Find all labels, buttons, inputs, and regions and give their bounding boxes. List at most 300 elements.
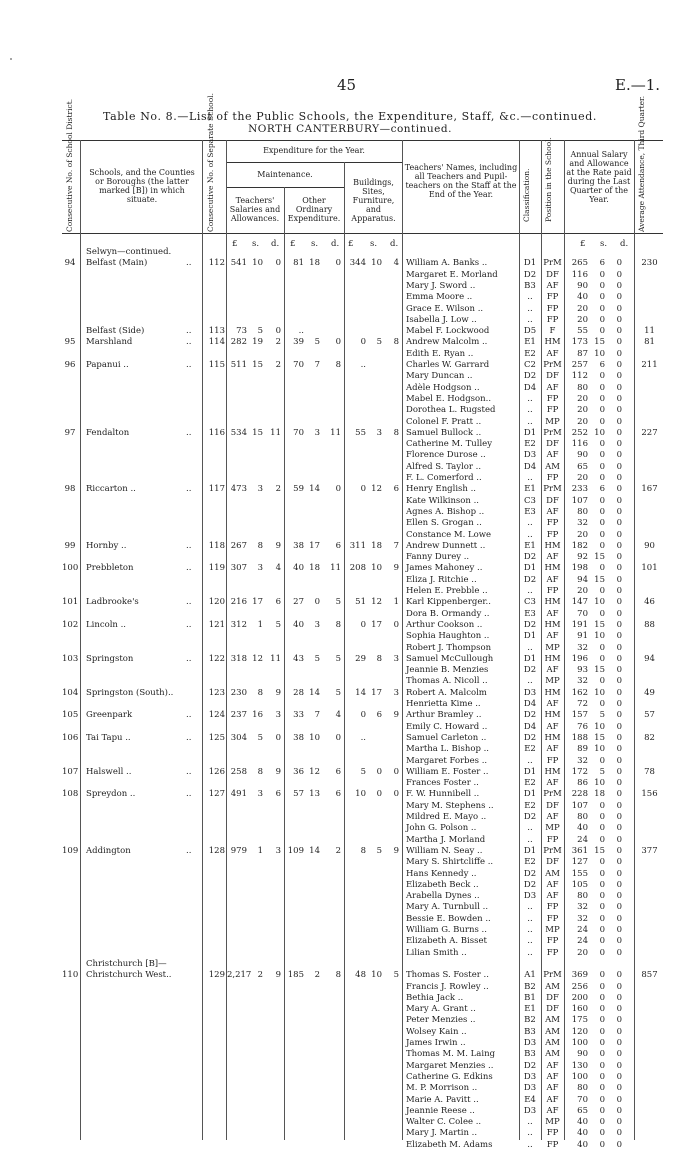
classification: D1 bbox=[523, 766, 537, 777]
position: F bbox=[549, 326, 556, 337]
annual-salary-shillings: 5 bbox=[599, 766, 605, 777]
position: AM bbox=[545, 1026, 560, 1037]
position: MP bbox=[545, 1117, 560, 1128]
teachers-salaries-pounds: 2,217 bbox=[227, 970, 252, 981]
classification: D3 bbox=[523, 450, 537, 461]
position: AF bbox=[546, 1083, 559, 1094]
annual-salary-pounds: 24 bbox=[577, 834, 588, 845]
school-number: 120 bbox=[208, 597, 225, 608]
position: AF bbox=[546, 552, 559, 563]
district-number: 99 bbox=[64, 540, 76, 551]
teacher-name: John G. Polson .. bbox=[406, 823, 477, 834]
teachers-salaries-pence: 2 bbox=[275, 360, 281, 370]
annual-salary-pounds: 40 bbox=[577, 1128, 588, 1139]
unit-pound: £ bbox=[580, 239, 586, 249]
annual-salary-pounds: 93 bbox=[577, 665, 588, 676]
annual-salary-pence: 0 bbox=[616, 925, 622, 935]
teacher-name: Thomas A. Nicoll .. bbox=[406, 676, 488, 687]
district-number: 109 bbox=[62, 845, 79, 856]
annual-salary-pence: 0 bbox=[616, 970, 622, 981]
buildings-expenditure-pence: 7 bbox=[393, 540, 399, 551]
teacher-name: Hans Kennedy .. bbox=[406, 868, 477, 879]
other-expenditure-shillings: 3 bbox=[314, 427, 320, 438]
average-attendance: 82 bbox=[644, 732, 655, 743]
average-attendance: 81 bbox=[644, 337, 655, 348]
other-expenditure-pence: 11 bbox=[330, 563, 341, 574]
school-name: Belfast (Main) bbox=[86, 258, 148, 269]
position: DF bbox=[546, 495, 559, 506]
classification: D2 bbox=[523, 269, 537, 280]
scan-speck bbox=[10, 58, 12, 60]
annual-salary-pounds: 157 bbox=[571, 710, 588, 721]
other-expenditure-pence: 4 bbox=[335, 710, 341, 721]
buildings-expenditure-shillings: 18 bbox=[371, 540, 382, 551]
buildings-expenditure-pounds: 48 bbox=[355, 970, 366, 981]
other-expenditure-shillings: 0 bbox=[314, 597, 320, 608]
teacher-name: Martha L. Bishop .. bbox=[406, 744, 490, 755]
annual-salary-shillings: 0 bbox=[599, 653, 605, 664]
annual-salary-pence: 0 bbox=[616, 721, 622, 732]
annual-salary-pence: 0 bbox=[616, 642, 622, 653]
classification: C3 bbox=[524, 597, 536, 608]
position: HM bbox=[544, 710, 561, 721]
unit-pence: d. bbox=[390, 239, 399, 249]
classification: B3 bbox=[524, 1026, 536, 1037]
classification: .. bbox=[527, 913, 533, 924]
annual-salary-pounds: 162 bbox=[571, 687, 588, 698]
teachers-salaries-pounds: 534 bbox=[230, 427, 247, 438]
annual-salary-pence: 0 bbox=[616, 868, 622, 879]
average-attendance: 167 bbox=[641, 484, 658, 495]
annual-salary-pence: 0 bbox=[616, 823, 622, 834]
buildings-expenditure-pence: 0 bbox=[393, 766, 399, 777]
teachers-salaries-pence: 3 bbox=[275, 845, 281, 856]
other-expenditure-pence: 8 bbox=[335, 970, 341, 981]
teacher-name: Dora B. Ormandy .. bbox=[406, 608, 490, 619]
teachers-salaries-pence: 2 bbox=[275, 484, 281, 495]
other-expenditure-pounds: .. bbox=[298, 326, 304, 337]
teacher-name: Francis J. Rowley .. bbox=[406, 981, 489, 992]
position: FP bbox=[546, 936, 559, 947]
annual-salary-pounds: 24 bbox=[577, 925, 588, 935]
position: PrM bbox=[543, 845, 562, 856]
position: FP bbox=[546, 1139, 559, 1150]
average-attendance: 46 bbox=[644, 597, 655, 608]
teacher-name: Kate Wilkinson .. bbox=[406, 495, 479, 506]
position: AF bbox=[546, 744, 559, 755]
teachers-salaries-pence: 9 bbox=[275, 970, 281, 981]
other-expenditure-pounds: 36 bbox=[293, 766, 304, 777]
teachers-salaries-pence: 11 bbox=[270, 653, 281, 664]
other-expenditure-pounds: 33 bbox=[293, 710, 304, 721]
header-bottom-rule bbox=[62, 233, 663, 234]
buildings-expenditure-pence: 8 bbox=[393, 427, 399, 438]
leader-dots: .. bbox=[186, 540, 192, 551]
classification: .. bbox=[527, 1128, 533, 1139]
col-rule bbox=[564, 140, 565, 1140]
annual-salary-pounds: 91 bbox=[577, 631, 588, 642]
position: AF bbox=[546, 631, 559, 642]
teachers-salaries-shillings: 10 bbox=[252, 258, 263, 269]
classification: D4 bbox=[523, 382, 537, 393]
classification: .. bbox=[527, 947, 533, 958]
annual-salary-shillings: 0 bbox=[599, 1105, 605, 1116]
average-attendance: 156 bbox=[641, 789, 658, 800]
teachers-salaries-shillings: 3 bbox=[257, 563, 263, 574]
school-number: 116 bbox=[208, 427, 225, 438]
school-name: Ladbrooke's bbox=[86, 597, 139, 608]
teacher-name: Elizabeth M. Adams bbox=[406, 1139, 493, 1150]
classification: .. bbox=[527, 518, 533, 529]
position: AF bbox=[546, 280, 559, 291]
position: HM bbox=[544, 563, 561, 574]
buildings-expenditure-pence: 4 bbox=[393, 258, 399, 269]
position: MP bbox=[545, 823, 560, 834]
table-title: Table No. 8.—List of the Public Schools, the Expenditure, Staff, &c.—continued. bbox=[103, 110, 597, 123]
other-expenditure-pence: 5 bbox=[335, 687, 341, 698]
school-number: 129 bbox=[208, 970, 225, 981]
buildings-expenditure-shillings: 12 bbox=[371, 597, 382, 608]
teacher-name: Mabel F. Lockwood bbox=[406, 326, 490, 337]
other-expenditure-pence: 6 bbox=[335, 789, 341, 800]
annual-salary-pounds: 20 bbox=[577, 393, 588, 404]
classification: D3 bbox=[523, 687, 537, 698]
buildings-expenditure-shillings: 6 bbox=[376, 710, 382, 721]
buildings-expenditure-pounds: 51 bbox=[355, 597, 366, 608]
annual-salary-pence: 0 bbox=[616, 936, 622, 947]
position: HM bbox=[544, 337, 561, 348]
annual-salary-pounds: 369 bbox=[571, 970, 588, 981]
header-maintenance: Maintenance. bbox=[257, 170, 313, 179]
teachers-salaries-pounds: 267 bbox=[230, 540, 247, 551]
other-expenditure-pence: 0 bbox=[335, 258, 341, 269]
teachers-salaries-pounds: 511 bbox=[230, 360, 247, 370]
annual-salary-pounds: 80 bbox=[577, 1083, 588, 1094]
other-expenditure-shillings: 3 bbox=[314, 619, 320, 630]
teachers-salaries-shillings: 3 bbox=[257, 484, 263, 495]
annual-salary-pence: 0 bbox=[616, 1015, 622, 1026]
annual-salary-shillings: 0 bbox=[599, 540, 605, 551]
annual-salary-pence: 0 bbox=[616, 665, 622, 676]
annual-salary-shillings: 0 bbox=[599, 812, 605, 822]
expenditure-subrule bbox=[226, 162, 402, 163]
teacher-name: William E. Foster .. bbox=[406, 766, 489, 777]
position: AF bbox=[546, 1094, 559, 1105]
annual-salary-pence: 0 bbox=[616, 857, 622, 868]
header-attendance: Average Attendance, Third Quarter. bbox=[637, 95, 646, 232]
teachers-salaries-pounds: 473 bbox=[230, 484, 247, 495]
annual-salary-pounds: 20 bbox=[577, 529, 588, 540]
classification: D1 bbox=[523, 258, 537, 269]
average-attendance: 230 bbox=[641, 258, 658, 269]
position: DF bbox=[546, 1004, 559, 1015]
classification: E3 bbox=[524, 608, 536, 619]
school-number: 115 bbox=[208, 360, 225, 370]
teachers-salaries-pence: 5 bbox=[275, 619, 281, 630]
teachers-salaries-pounds: 307 bbox=[230, 563, 247, 574]
classification: D3 bbox=[523, 1038, 537, 1048]
annual-salary-pounds: 94 bbox=[577, 574, 588, 585]
buildings-expenditure-pounds: 311 bbox=[349, 540, 366, 551]
annual-salary-pounds: 32 bbox=[577, 913, 588, 924]
position: FP bbox=[546, 586, 559, 596]
position: MP bbox=[545, 642, 560, 653]
col-rule bbox=[344, 162, 345, 1140]
buildings-expenditure-pence: 3 bbox=[393, 653, 399, 664]
unit-pound: £ bbox=[232, 239, 238, 249]
buildings-expenditure-pence: 5 bbox=[393, 970, 399, 981]
district-number: 94 bbox=[64, 258, 76, 269]
teacher-name: Adèle Hodgson .. bbox=[406, 382, 480, 393]
buildings-expenditure-shillings: 8 bbox=[376, 653, 382, 664]
teacher-name: Bessie E. Bowden .. bbox=[406, 913, 491, 924]
teacher-name: Colonel F. Pratt .. bbox=[406, 416, 482, 427]
annual-salary-pounds: 228 bbox=[571, 789, 588, 800]
position: AF bbox=[546, 608, 559, 619]
other-expenditure-pounds: 57 bbox=[293, 789, 304, 800]
annual-salary-pounds: 70 bbox=[577, 608, 588, 619]
annual-salary-shillings: 0 bbox=[599, 699, 605, 709]
annual-salary-shillings: 0 bbox=[599, 857, 605, 868]
teacher-name: Robert A. Malcolm bbox=[406, 687, 487, 698]
annual-salary-pounds: 20 bbox=[577, 947, 588, 958]
other-expenditure-pounds: 81 bbox=[293, 258, 304, 269]
annual-salary-pounds: 100 bbox=[571, 1038, 588, 1048]
teacher-name: Samuel McCullough bbox=[406, 653, 494, 664]
teacher-name: Margaret Forbes .. bbox=[406, 755, 488, 766]
school-number: 123 bbox=[208, 687, 225, 698]
annual-salary-pence: 0 bbox=[616, 1038, 622, 1048]
teacher-name: Jeannie Reese .. bbox=[406, 1105, 475, 1116]
annual-salary-pence: 0 bbox=[616, 506, 622, 517]
annual-salary-pounds: 32 bbox=[577, 755, 588, 766]
teacher-name: Jeannie B. Menzies bbox=[406, 665, 489, 676]
classification: E1 bbox=[524, 484, 536, 495]
position: HM bbox=[544, 619, 561, 630]
annual-salary-pounds: 76 bbox=[577, 721, 588, 732]
annual-salary-shillings: 10 bbox=[594, 597, 605, 608]
unit-pound: £ bbox=[348, 239, 354, 249]
annual-salary-pounds: 361 bbox=[571, 845, 588, 856]
teacher-name: James Irwin .. bbox=[406, 1038, 466, 1048]
classification: D1 bbox=[523, 427, 537, 438]
annual-salary-pounds: 256 bbox=[571, 981, 588, 992]
teachers-salaries-pence: 6 bbox=[275, 789, 281, 800]
annual-salary-pounds: 24 bbox=[577, 936, 588, 947]
school-number: 117 bbox=[208, 484, 225, 495]
teacher-name: F. W. Hunnibell .. bbox=[406, 789, 480, 800]
school-name: Riccarton .. bbox=[86, 484, 136, 495]
annual-salary-pounds: 20 bbox=[577, 586, 588, 596]
average-attendance: 94 bbox=[644, 653, 655, 664]
position: AF bbox=[546, 699, 559, 709]
annual-salary-shillings: 0 bbox=[599, 1004, 605, 1015]
position: FP bbox=[546, 473, 559, 483]
buildings-expenditure-pence: 0 bbox=[393, 619, 399, 630]
leader-dots: .. bbox=[186, 597, 192, 608]
position: AM bbox=[545, 981, 560, 992]
classification: D1 bbox=[523, 631, 537, 642]
annual-salary-shillings: 0 bbox=[599, 879, 605, 890]
annual-salary-shillings: 0 bbox=[599, 1083, 605, 1094]
annual-salary-pence: 0 bbox=[616, 699, 622, 709]
teachers-salaries-pounds: 979 bbox=[230, 845, 247, 856]
annual-salary-shillings: 0 bbox=[599, 439, 605, 450]
teachers-salaries-shillings: 5 bbox=[257, 326, 263, 337]
annual-salary-shillings: 15 bbox=[594, 619, 605, 630]
annual-salary-pence: 0 bbox=[616, 552, 622, 563]
annual-salary-pence: 0 bbox=[616, 450, 622, 461]
other-expenditure-shillings: 14 bbox=[309, 687, 320, 698]
other-expenditure-shillings: 10 bbox=[309, 732, 320, 743]
teacher-name: William A. Banks .. bbox=[406, 258, 488, 269]
teachers-salaries-pence: 0 bbox=[275, 732, 281, 743]
annual-salary-shillings: 15 bbox=[594, 732, 605, 743]
annual-salary-pence: 0 bbox=[616, 360, 622, 370]
annual-salary-pence: 0 bbox=[616, 1105, 622, 1116]
buildings-expenditure-shillings: 3 bbox=[376, 427, 382, 438]
classification: .. bbox=[527, 416, 533, 427]
teacher-name: James Mahoney .. bbox=[406, 563, 483, 574]
buildings-expenditure-pounds: 0 bbox=[360, 337, 366, 348]
district-number: 98 bbox=[64, 484, 76, 495]
other-expenditure-pounds: 38 bbox=[293, 540, 304, 551]
other-expenditure-shillings: 14 bbox=[309, 845, 320, 856]
classification: D4 bbox=[523, 721, 537, 732]
annual-salary-pence: 0 bbox=[616, 326, 622, 337]
classification: D3 bbox=[523, 1071, 537, 1082]
teachers-salaries-pounds: 237 bbox=[230, 710, 247, 721]
teacher-name: Thomas S. Foster .. bbox=[406, 970, 489, 981]
school-name: Prebbleton bbox=[86, 563, 134, 574]
annual-salary-pence: 0 bbox=[616, 744, 622, 755]
classification: D2 bbox=[523, 812, 537, 822]
other-expenditure-pence: 11 bbox=[330, 427, 341, 438]
annual-salary-pence: 0 bbox=[616, 1094, 622, 1105]
annual-salary-shillings: 0 bbox=[599, 1117, 605, 1128]
school-name: Tai Tapu .. bbox=[86, 732, 131, 743]
classification: .. bbox=[527, 473, 533, 483]
other-expenditure-pounds: 59 bbox=[293, 484, 304, 495]
annual-salary-shillings: 0 bbox=[599, 450, 605, 461]
annual-salary-pounds: 147 bbox=[571, 597, 588, 608]
position: AF bbox=[546, 1071, 559, 1082]
annual-salary-shillings: 0 bbox=[599, 280, 605, 291]
teachers-salaries-pence: 11 bbox=[270, 427, 281, 438]
position: AF bbox=[546, 891, 559, 902]
col-rule bbox=[80, 140, 81, 1140]
teachers-salaries-pounds: 73 bbox=[236, 326, 247, 337]
annual-salary-shillings: 0 bbox=[599, 495, 605, 506]
teachers-salaries-pounds: 541 bbox=[230, 258, 247, 269]
position: FP bbox=[546, 393, 559, 404]
school-name: Springston (South).. bbox=[86, 687, 174, 698]
annual-salary-shillings: 0 bbox=[599, 868, 605, 879]
header-schools: Schools, and the Counties or Boroughs (the latter marked [B]) in which situate. bbox=[89, 168, 195, 204]
classification: .. bbox=[527, 292, 533, 303]
teacher-name: Arabella Dynes .. bbox=[406, 891, 480, 902]
annual-salary-pence: 0 bbox=[616, 461, 622, 472]
classification: E1 bbox=[524, 337, 536, 348]
other-expenditure-shillings: 17 bbox=[309, 540, 320, 551]
classification: D2 bbox=[523, 879, 537, 890]
classification: .. bbox=[527, 902, 533, 913]
classification: .. bbox=[527, 303, 533, 314]
classification: D2 bbox=[523, 710, 537, 721]
teacher-name: Henry English .. bbox=[406, 484, 476, 495]
annual-salary-pounds: 65 bbox=[577, 461, 588, 472]
annual-salary-pounds: 188 bbox=[571, 732, 588, 743]
leader-dots: .. bbox=[186, 326, 192, 337]
classification: .. bbox=[527, 834, 533, 845]
classification: D2 bbox=[523, 732, 537, 743]
annual-salary-pence: 0 bbox=[616, 653, 622, 664]
school-number: 121 bbox=[208, 619, 225, 630]
other-expenditure-pence: 0 bbox=[335, 732, 341, 743]
position: HM bbox=[544, 687, 561, 698]
classification: .. bbox=[527, 529, 533, 540]
annual-salary-pence: 0 bbox=[616, 393, 622, 404]
teachers-salaries-shillings: 19 bbox=[252, 337, 263, 348]
average-attendance: 57 bbox=[644, 710, 655, 721]
col-rule bbox=[284, 187, 285, 1140]
teachers-salaries-shillings: 12 bbox=[252, 653, 263, 664]
district-number: 102 bbox=[62, 619, 79, 630]
school-number: 124 bbox=[208, 710, 225, 721]
teacher-name: Samuel Bullock .. bbox=[406, 427, 482, 438]
annual-salary-shillings: 10 bbox=[594, 687, 605, 698]
classification: D1 bbox=[523, 789, 537, 800]
teachers-salaries-shillings: 5 bbox=[257, 732, 263, 743]
annual-salary-shillings: 0 bbox=[599, 1128, 605, 1139]
annual-salary-pounds: 55 bbox=[577, 326, 588, 337]
buildings-expenditure-pounds: 0 bbox=[360, 484, 366, 495]
position: PrM bbox=[543, 427, 562, 438]
annual-salary-shillings: 0 bbox=[599, 642, 605, 653]
annual-salary-pence: 0 bbox=[616, 992, 622, 1003]
annual-salary-pounds: 252 bbox=[571, 427, 588, 438]
annual-salary-pounds: 200 bbox=[571, 992, 588, 1003]
district-number: 110 bbox=[62, 970, 79, 981]
teacher-name: Walter C. Colee .. bbox=[406, 1117, 482, 1128]
other-expenditure-shillings: 18 bbox=[309, 563, 320, 574]
annual-salary-pence: 0 bbox=[616, 563, 622, 574]
position: DF bbox=[546, 269, 559, 280]
header-top-rule bbox=[62, 140, 663, 141]
school-name: Fendalton bbox=[86, 427, 130, 438]
classification: A1 bbox=[524, 970, 536, 981]
annual-salary-pounds: 196 bbox=[571, 653, 588, 664]
other-expenditure-shillings: 5 bbox=[314, 337, 320, 348]
annual-salary-pounds: 92 bbox=[577, 552, 588, 563]
teacher-name: F. L. Comerford .. bbox=[406, 473, 482, 483]
leader-dots: .. bbox=[186, 337, 192, 348]
annual-salary-shillings: 0 bbox=[599, 461, 605, 472]
district-number: 101 bbox=[62, 597, 79, 608]
unit-shilling: s. bbox=[600, 239, 608, 249]
annual-salary-shillings: 0 bbox=[599, 981, 605, 992]
teacher-name: Mary A. Grant .. bbox=[406, 1004, 476, 1015]
annual-salary-pounds: 90 bbox=[577, 450, 588, 461]
classification: D2 bbox=[523, 574, 537, 585]
classification: .. bbox=[527, 925, 533, 935]
classification: .. bbox=[527, 393, 533, 404]
teachers-salaries-shillings: 17 bbox=[252, 597, 263, 608]
position: DF bbox=[546, 439, 559, 450]
teachers-salaries-shillings: 16 bbox=[252, 710, 263, 721]
buildings-expenditure-pounds: 8 bbox=[360, 845, 366, 856]
annual-salary-pounds: 80 bbox=[577, 506, 588, 517]
